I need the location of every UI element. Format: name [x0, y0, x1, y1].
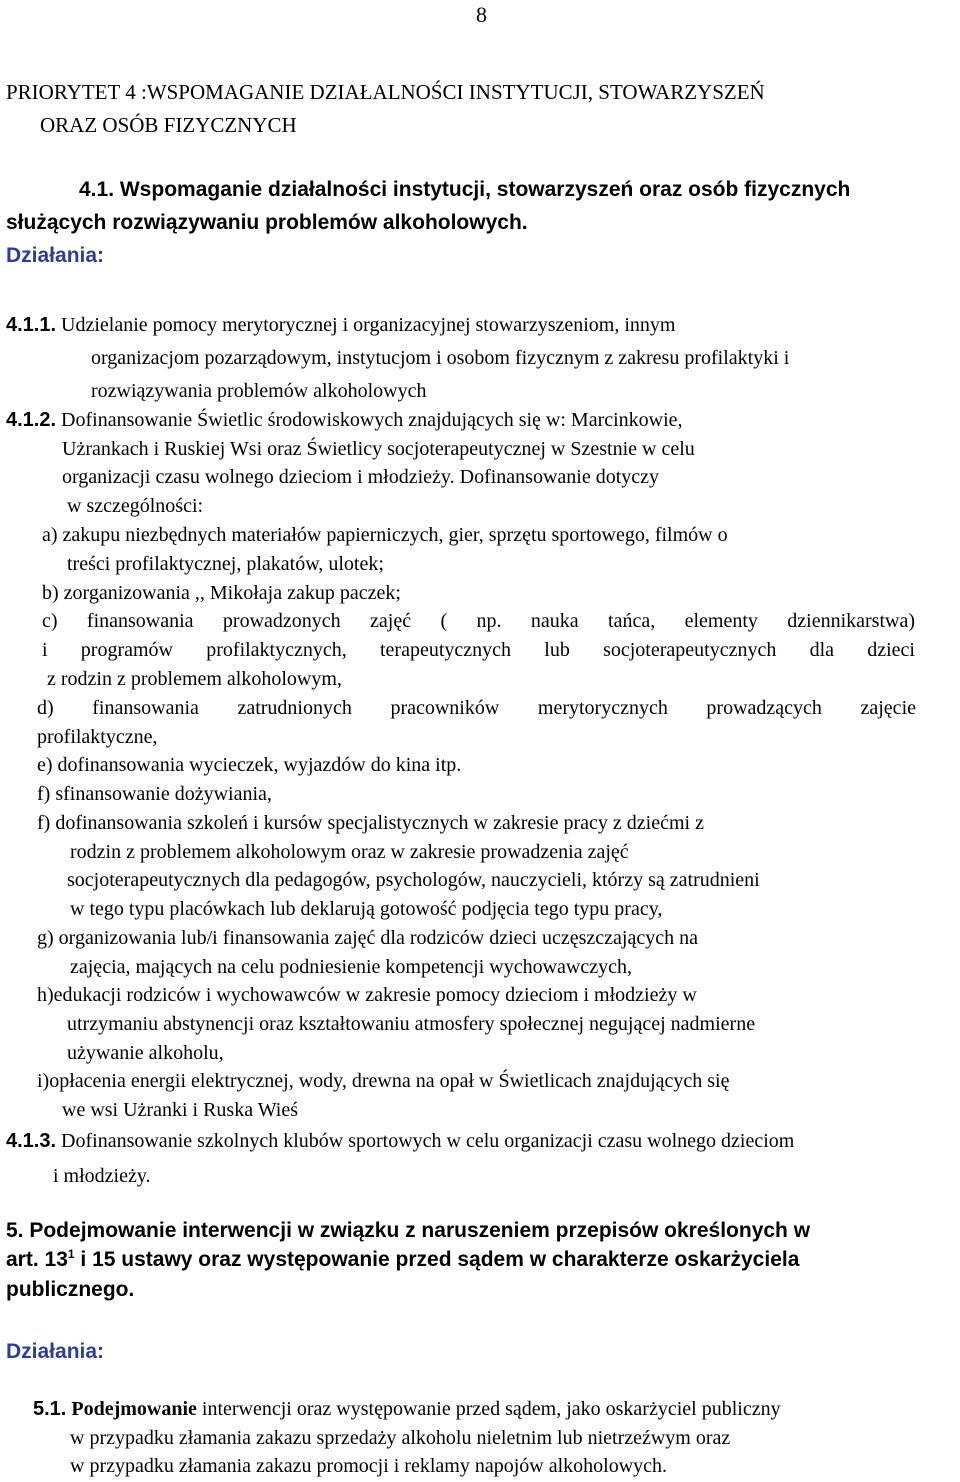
- item-4-1-2-line11: d) finansowania zatrudnionych pracowników merytorycznych prowadzących zajęcie: [37, 697, 916, 719]
- item-4-1-2-line14: f) sfinansowanie dożywiania,: [37, 783, 272, 805]
- item-4-1-2-line7: b) zorganizowania ,, Mikołaja zakup paczek;: [42, 582, 401, 604]
- item-number: 4.1.3.: [6, 1130, 57, 1152]
- item-number: 4.1.1.: [6, 314, 57, 336]
- section-5-actions-label: Działania:: [6, 1340, 105, 1363]
- item-4-1-2-line13: e) dofinansowania wycieczek, wyjazdów do kina itp.: [37, 754, 462, 776]
- item-4-1-2-line6: treści profilaktycznej, plakatów, ulotek;: [67, 553, 384, 575]
- item-4-1-2-line10: z rodzin z problemem alkoholowym,: [47, 668, 342, 690]
- item-5-1-line3: w przypadku złamania zakazu promocji i reklamy napojów alkoholowych.: [70, 1455, 668, 1477]
- item-5-1-line1: 5.1. Podejmowanie interwencji oraz występowanie przed sądem, jako oskarżyciel publiczny: [33, 1398, 781, 1420]
- section-5-title-line3: publicznego.: [6, 1278, 135, 1301]
- item-4-1-2-line22: utrzymaniu abstynencji oraz kształtowaniu atmosfery społecznej negującej nadmierne: [67, 1013, 756, 1035]
- item-4-1-2-line15: f) dofinansowania szkoleń i kursów specjalistycznych w zakresie pracy z dziećmi z: [37, 812, 704, 834]
- section-5-title-line1: 5. Podejmowanie interwencji w związku z naruszeniem przepisów określonych w: [6, 1219, 811, 1242]
- item-4-1-2-line18: w tego typu placówkach lub deklarują gotowość podjęcia tego typu pracy,: [70, 898, 663, 920]
- item-number: 5.1.: [33, 1398, 67, 1420]
- priority-title-line1: PRIORYTET 4 :WSPOMAGANIE DZIAŁALNOŚCI INSTYTUCJI, STOWARZYSZEŃ: [6, 80, 765, 104]
- item-4-1-2-line19: g) organizowania lub/i finansowania zajęć dla rodziców dzieci uczęszczających na: [37, 927, 698, 949]
- section-4-1-title-line1: 4.1. Wspomaganie działalności instytucji, stowarzyszeń oraz osób fizycznych: [79, 178, 851, 201]
- item-4-1-2-line8: c) finansowania prowadzonych zajęć ( np. nauka tańca, elementy dziennikarstwa): [42, 610, 915, 632]
- section-4-1-title-line2: służących rozwiązywaniu problemów alkoholowych.: [6, 211, 528, 234]
- item-4-1-2-line9: i programów profilaktycznych, terapeutycznych lub socjoterapeutycznych dla dzieci: [42, 639, 915, 661]
- item-4-1-3-line1: 4.1.3. Dofinansowanie szkolnych klubów sportowych w celu organizacji czasu wolnego dzieciom: [6, 1130, 795, 1152]
- section-5-title-line2: art. $13^1$ i 15 ustawy oraz występowanie przed sądem w charakterze oskarżyciela: [6, 1247, 800, 1271]
- item-4-1-2-line17: socjoterapeutycznych dla pedagogów, psychologów, nauczycieli, którzy są zatrudnieni: [67, 869, 760, 891]
- item-4-1-2-line20: zajęcia, mających na celu podniesienie kompetencji wychowawczych,: [70, 956, 632, 978]
- item-4-1-1-line1: 4.1.1. Udzielanie pomocy merytorycznej i organizacyjnej stowarzyszeniom, innym: [6, 314, 676, 336]
- item-4-1-1-line3: rozwiązywania problemów alkoholowych: [91, 380, 427, 402]
- item-4-1-1-line2: organizacjom pozarządowym, instytucjom i osobom fizycznym z zakresu profilaktyki i: [91, 347, 790, 369]
- item-4-1-2-line4: w szczególności:: [67, 495, 204, 517]
- item-4-1-2-line16: rodzin z problemem alkoholowym oraz w zakresie prowadzenia zajęć: [70, 841, 629, 863]
- item-4-1-2-line1: 4.1.2. Dofinansowanie Świetlic środowiskowych znajdujących się w: Marcinkowie,: [6, 409, 683, 431]
- item-5-1-line2: w przypadku złamania zakazu sprzedaży alkoholu nieletnim lub nietrzeźwym oraz: [70, 1427, 731, 1449]
- item-4-1-2-line25: we wsi Użranki i Ruska Wieś: [62, 1099, 299, 1121]
- section-4-1-actions-label: Działania:: [6, 244, 105, 267]
- item-4-1-2-line12: profilaktyczne,: [37, 726, 158, 748]
- item-number: 4.1.2.: [6, 409, 57, 431]
- item-4-1-2-line21: h)edukacji rodziców i wychowawców w zakresie pomocy dzieciom i młodzieży w: [37, 984, 697, 1006]
- priority-title-line2: ORAZ OSÓB FIZYCZNYCH: [40, 113, 297, 137]
- item-4-1-2-line3: organizacji czasu wolnego dzieciom i młodzieży. Dofinansowanie dotyczy: [62, 466, 660, 488]
- item-4-1-2-line24: i)opłacenia energii elektrycznej, wody, drewna na opał w Świetlicach znajdujących się: [37, 1070, 730, 1092]
- page-number: 8: [476, 2, 487, 27]
- item-4-1-2-line5: a) zakupu niezbędnych materiałów papierniczych, gier, sprzętu sportowego, filmów o: [42, 524, 728, 546]
- item-4-1-3-line2: i młodzieży.: [53, 1165, 151, 1187]
- item-4-1-2-line2: Użrankach i Ruskiej Wsi oraz Świetlicy socjoterapeutycznej w Szestnie w celu: [62, 438, 695, 460]
- item-4-1-2-line23: używanie alkoholu,: [67, 1042, 224, 1064]
